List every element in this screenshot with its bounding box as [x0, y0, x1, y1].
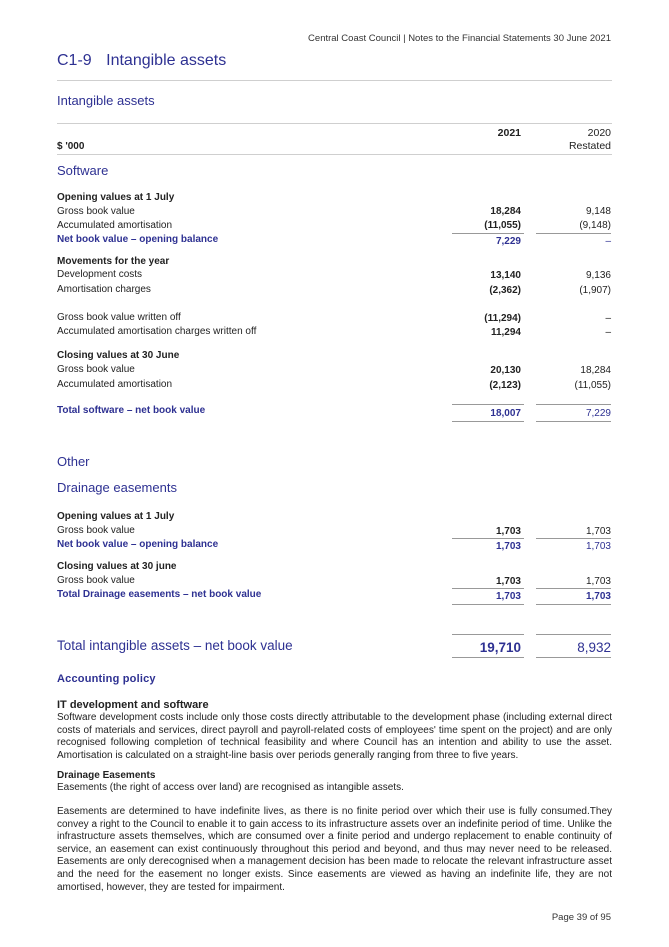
document-header: Central Coast Council | Notes to the Financial Statements 30 June 2021 — [308, 33, 611, 44]
underline — [536, 404, 611, 405]
dr-gross-opening-2021: 1,703 — [495, 526, 521, 537]
drainage-paragraph-1: Easements (the right of access over land) are recognised as intangible assets. — [57, 782, 404, 793]
dr-gross-opening-label: Gross book value — [57, 525, 135, 536]
dr-total-label: Total Drainage easements – net book value — [57, 589, 262, 600]
dr-opening-heading: Opening values at 1 July — [57, 511, 175, 522]
software-heading: Software — [57, 163, 109, 178]
sw-gross-opening-2020: 9,148 — [585, 206, 611, 217]
sw-amort-closing-2021: (2,123) — [489, 380, 521, 391]
header-bottom-rule — [57, 154, 612, 155]
sw-opening-heading: Opening values at 1 July — [57, 192, 175, 203]
note-title: Intangible assets — [106, 52, 227, 69]
sw-total-label: Total software – net book value — [57, 405, 206, 416]
dr-total-2020: 1,703 — [585, 591, 611, 602]
sw-amort-opening-2021: (11,055) — [484, 220, 521, 231]
sw-gross-closing-2020: 18,284 — [580, 365, 611, 376]
underline — [536, 634, 611, 635]
sw-amort-written-off-2021: 11,294 — [490, 327, 521, 338]
sw-written-off-2020: – — [605, 313, 611, 324]
drainage-paragraph-2: Easements are determined to have indefinite lives, as there is no finite period over which their use is fully consumed.They convey a right to the Council to enable it to gain access to its infrastructure assets over an indefinite period of time. Unlike the infrastructure assets themselves, which are consumed over a finite period and undergo replacement to enable continuity of service, an easement can exist continuously throughout this period and beyond, and thus may never need to be released. Easements are only derecognised when a management decision has been made to relocate the relevant infrastructure asset and the need for the easement no longer exists. Since easements are viewed as having an indefinite life, they are not amortised, however, they are tested for impairment. — [57, 806, 612, 893]
underline — [452, 421, 524, 422]
grand-total-2021: 19,710 — [479, 640, 521, 655]
sw-net-opening-2021: 7,229 — [495, 236, 521, 247]
dr-total-2021: 1,703 — [495, 591, 521, 602]
drainage-policy-heading: Drainage Easements — [57, 770, 156, 781]
underline — [452, 634, 524, 635]
sw-amort-opening-label: Accumulated amortisation — [57, 220, 173, 231]
underline — [452, 233, 524, 234]
sw-amort-opening-2020: (9,148) — [579, 220, 611, 231]
note-number: C1-9 — [57, 52, 92, 69]
underline — [536, 538, 611, 539]
dr-gross-closing-label: Gross book value — [57, 575, 135, 586]
page-number: Page 39 of 95 — [551, 912, 611, 923]
sw-amort-closing-2020: (11,055) — [574, 380, 611, 391]
sw-gross-closing-2021: 20,130 — [490, 365, 521, 376]
dr-gross-closing-2021: 1,703 — [495, 576, 521, 587]
underline — [452, 657, 524, 658]
page-title — [57, 52, 226, 70]
underline — [536, 588, 611, 589]
sw-gross-closing-label: Gross book value — [57, 364, 135, 375]
dr-net-opening-2020: 1,703 — [585, 541, 611, 552]
sw-gross-opening-label: Gross book value — [57, 206, 135, 217]
sw-net-opening-2020: – — [605, 236, 611, 247]
dr-net-opening-2021: 1,703 — [495, 541, 521, 552]
dr-closing-heading: Closing values at 30 june — [57, 561, 177, 572]
col-header-2020: 2020 — [587, 127, 611, 139]
dr-gross-closing-2020: 1,703 — [585, 576, 611, 587]
col-header-restated: Restated — [568, 140, 611, 152]
sw-amort-charges-label: Amortisation charges — [57, 284, 151, 295]
sw-dev-costs-2021: 13,140 — [490, 270, 521, 281]
sw-movements-heading: Movements for the year — [57, 256, 170, 267]
table-top-rule — [57, 123, 612, 124]
it-heading: IT development and software — [57, 699, 209, 711]
sw-written-off-label: Gross book value written off — [57, 312, 181, 323]
underline — [452, 604, 524, 605]
sw-amort-closing-label: Accumulated amortisation — [57, 379, 173, 390]
policy-heading: Accounting policy — [57, 673, 156, 685]
sw-written-off-2021: (11,294) — [484, 313, 521, 324]
underline — [536, 233, 611, 234]
dr-gross-opening-2020: 1,703 — [585, 526, 611, 537]
grand-total-label: Total intangible assets – net book value — [57, 638, 293, 653]
section-heading: Intangible assets — [57, 93, 155, 108]
drainage-heading: Drainage easements — [57, 480, 177, 495]
sw-amort-written-off-2020: – — [605, 327, 611, 338]
sw-total-2021: 18,007 — [490, 408, 521, 419]
sw-gross-opening-2021: 18,284 — [490, 206, 521, 217]
sw-closing-heading: Closing values at 30 June — [57, 350, 180, 361]
title-divider — [57, 80, 612, 81]
unit-label: $ '000 — [57, 141, 85, 152]
underline — [452, 538, 524, 539]
underline — [536, 421, 611, 422]
other-heading: Other — [57, 454, 90, 469]
sw-amort-charges-2021: (2,362) — [489, 285, 521, 296]
sw-amort-written-off-label: Accumulated amortisation charges written off — [57, 326, 257, 337]
underline — [536, 604, 611, 605]
sw-net-opening-label: Net book value – opening balance — [57, 234, 219, 245]
sw-amort-charges-2020: (1,907) — [579, 285, 611, 296]
dr-net-opening-label: Net book value – opening balance — [57, 539, 219, 550]
grand-total-2020: 8,932 — [577, 640, 611, 655]
underline — [536, 657, 611, 658]
it-paragraph: Software development costs include only those costs directly attributable to the development phase (including external direct costs of materials and services, direct payroll and payroll-related costs of employees' time spent on the project) and are only recognised following completion of technical feasibility and where Council has an intention and ability to use the asset. Amortisation is calculated on a straight-line basis over periods generally ranging from three to five years. — [57, 712, 612, 761]
underline — [452, 404, 524, 405]
sw-dev-costs-2020: 9,136 — [585, 270, 611, 281]
col-header-2021: 2021 — [497, 127, 521, 139]
underline — [452, 588, 524, 589]
sw-dev-costs-label: Development costs — [57, 269, 143, 280]
sw-total-2020: 7,229 — [585, 408, 611, 419]
